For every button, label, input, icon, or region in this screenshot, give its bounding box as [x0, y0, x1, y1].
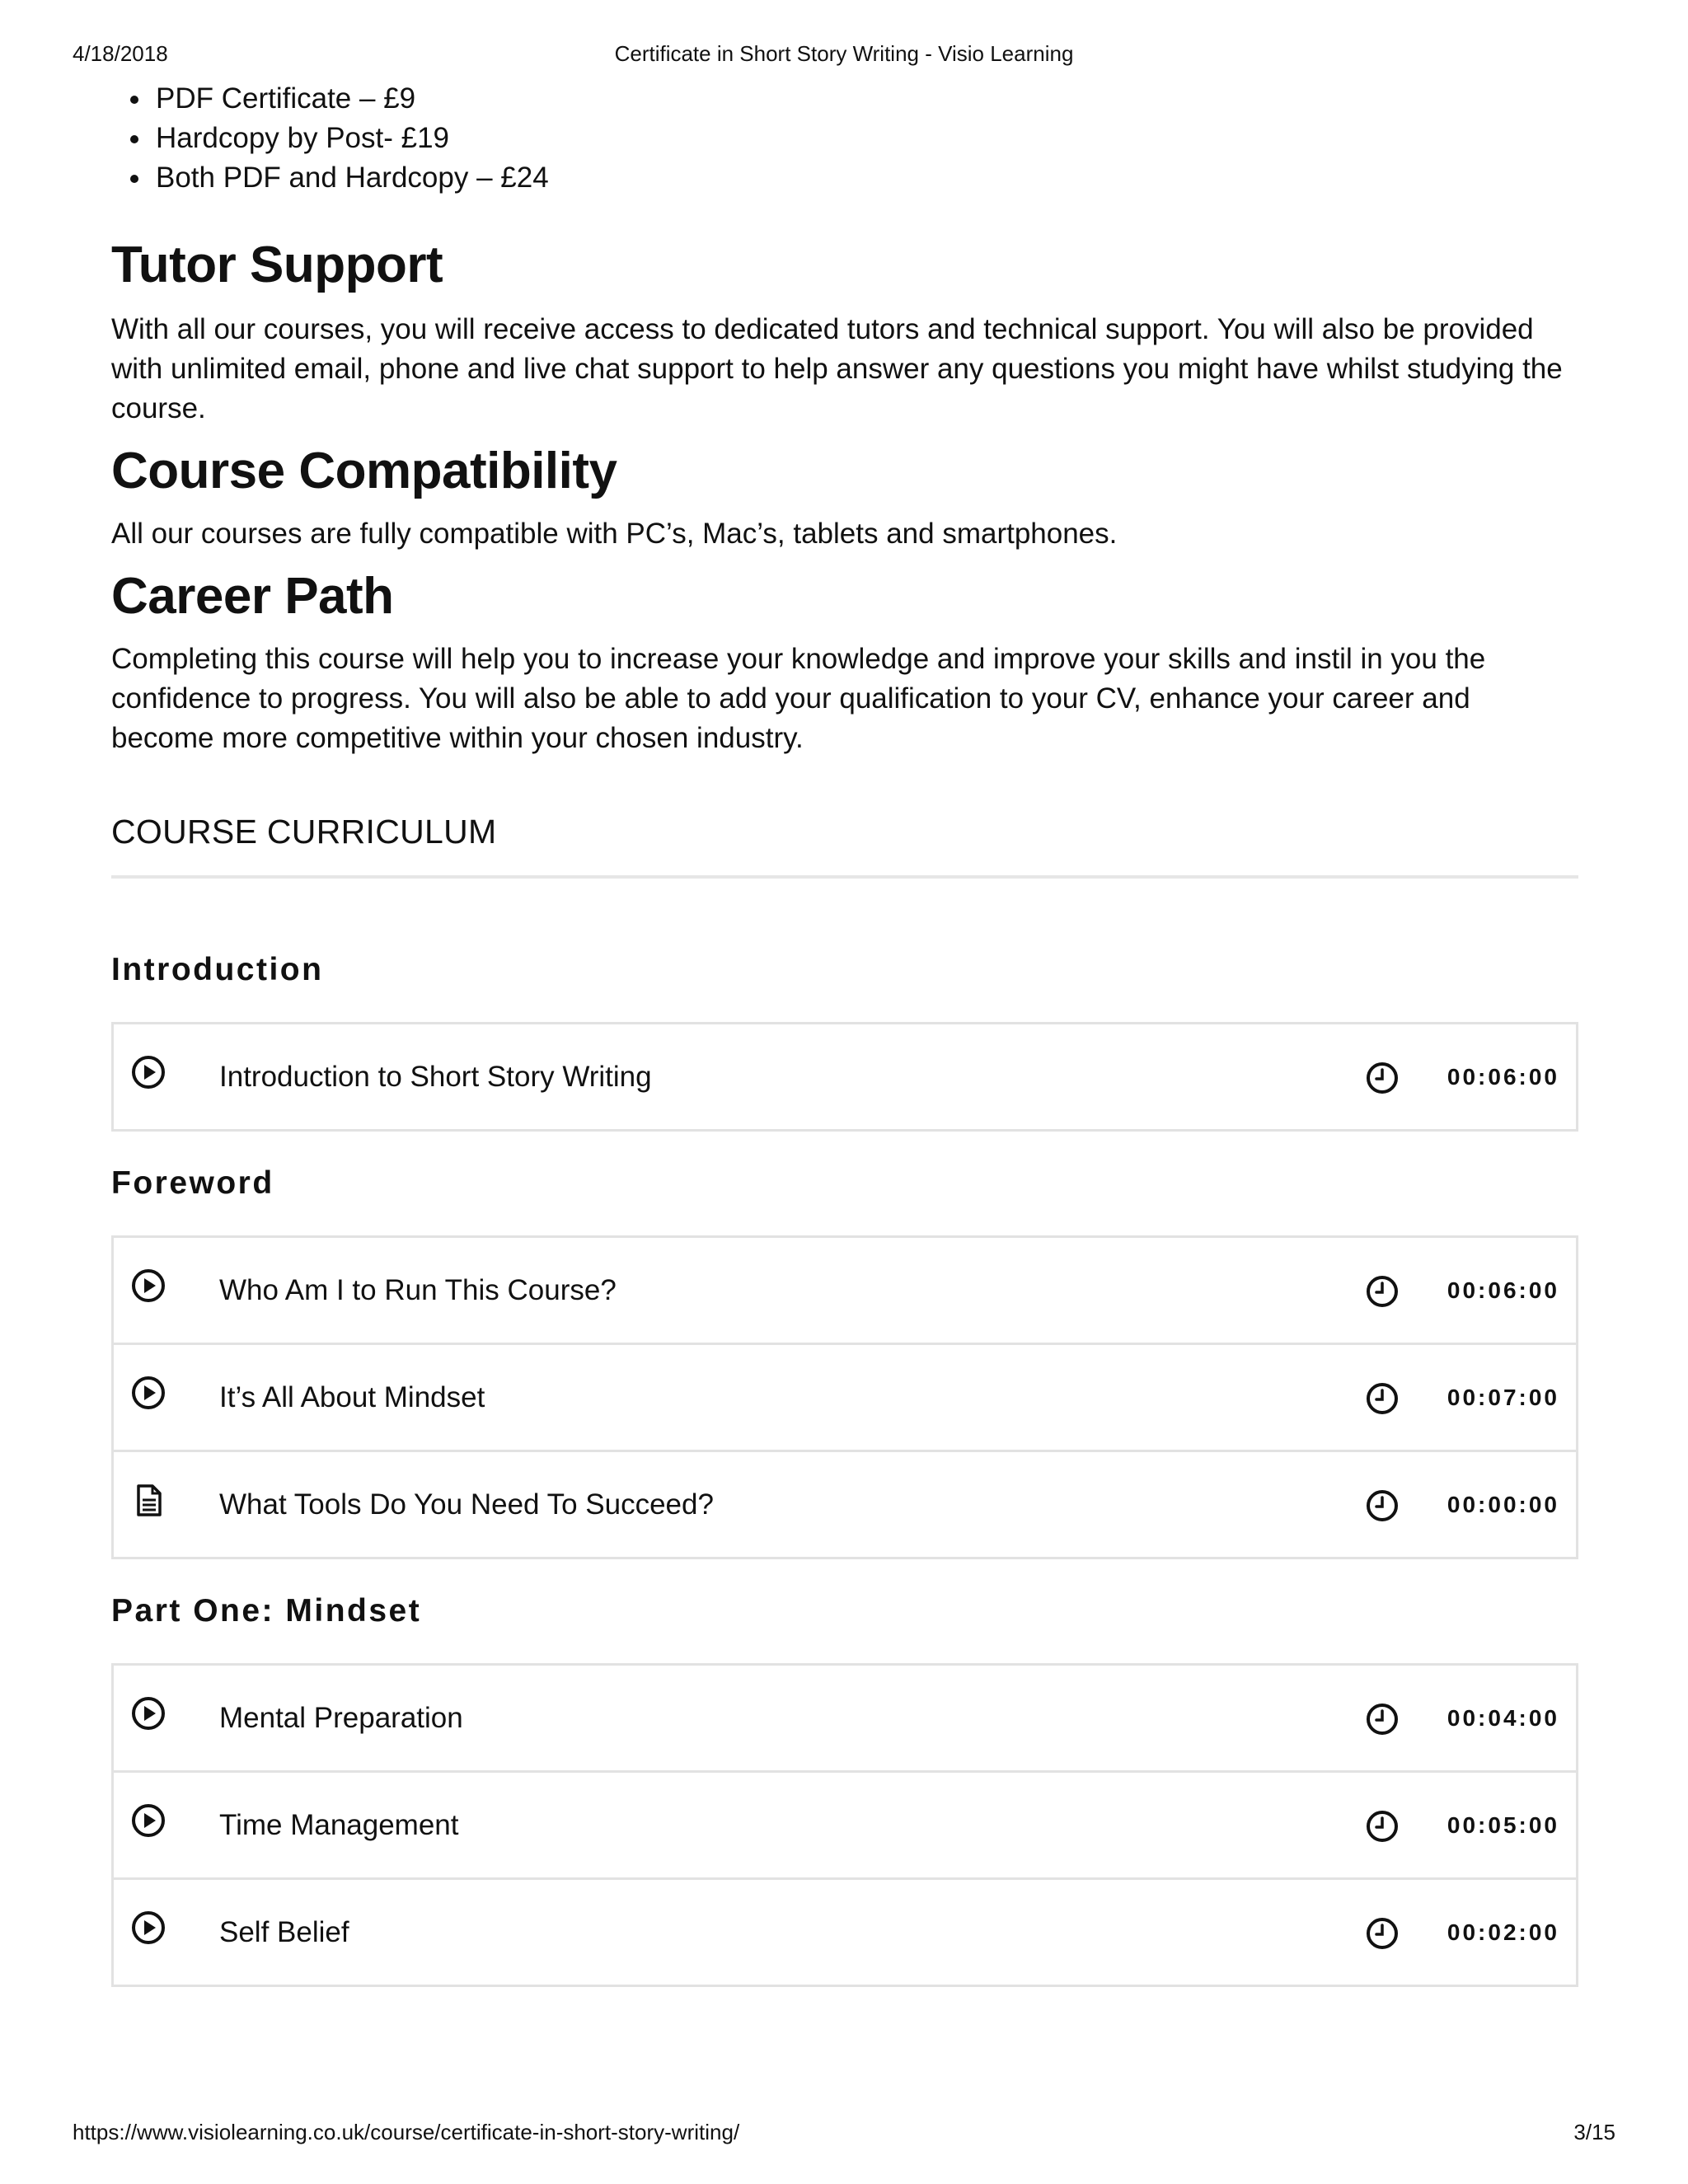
print-header	[73, 41, 1615, 69]
curriculum-unit-row[interactable]	[114, 1666, 1576, 1773]
print-footer	[73, 2120, 1615, 2148]
fee-item: • Hardcopy by Post- £19	[152, 119, 1578, 158]
curriculum-section-title: Introduction	[111, 952, 324, 987]
play-circle-icon	[130, 1910, 166, 1946]
document-icon	[130, 1482, 166, 1518]
curriculum-section-title: Part One: Mindset	[111, 1593, 422, 1629]
clock-icon	[1365, 1916, 1400, 1951]
unit-duration: 00:02:00	[1447, 1919, 1559, 1945]
clock-icon	[1365, 1488, 1400, 1523]
course-compatibility-text: All our courses are fully compatible with PC’s, Mac’s, tablets and smartphones.	[111, 518, 1118, 550]
play-circle-icon	[130, 1268, 166, 1304]
curriculum-unit-row[interactable]	[114, 1024, 1576, 1132]
unit-duration: 00:06:00	[1447, 1277, 1559, 1303]
unit-duration: 00:07:00	[1447, 1385, 1559, 1410]
unit-duration: 00:05:00	[1447, 1812, 1559, 1838]
clock-icon	[1365, 1809, 1400, 1844]
course-compatibility-heading: Course Compatibility	[111, 443, 617, 499]
curriculum-unit-row[interactable]	[114, 1452, 1576, 1559]
print-page-title: Certificate in Short Story Writing - Visio Learning	[614, 41, 1074, 66]
career-path-text: Completing this course will help you to increase your knowledge and improve your skills and instil in you the confidence to progress. You will also be able to add your qualification to your CV, enhance your career and become more competitive within your chosen industry.	[111, 643, 1486, 754]
curriculum-unit-row[interactable]	[114, 1880, 1576, 1987]
unit-duration: 00:06:00	[1447, 1064, 1559, 1090]
print-page-number: 3/15	[1573, 2120, 1615, 2144]
curriculum-unit-list	[111, 1663, 1578, 1987]
curriculum-sections	[111, 949, 1578, 1987]
clock-icon	[1365, 1381, 1400, 1416]
curriculum-unit-row[interactable]	[114, 1345, 1576, 1452]
unit-duration: 00:04:00	[1447, 1705, 1559, 1731]
play-circle-icon	[130, 1695, 166, 1732]
fee-item: • Both PDF and Hardcopy – £24	[152, 158, 1578, 198]
clock-icon	[1365, 1274, 1400, 1309]
unit-title-link[interactable]: Who Am I to Run This Course?	[219, 1274, 617, 1306]
unit-title-link[interactable]: Time Management	[219, 1809, 459, 1841]
print-url: https://www.visiolearning.co.uk/course/certificate-in-short-story-writing/	[73, 2120, 740, 2144]
unit-title-link[interactable]: Mental Preparation	[219, 1702, 463, 1734]
course-curriculum-title: COURSE CURRICULUM	[111, 813, 497, 851]
play-circle-icon	[130, 1802, 166, 1839]
print-date: 4/18/2018	[73, 41, 168, 66]
certificate-fee-list	[111, 79, 1578, 198]
unit-title-link[interactable]: What Tools Do You Need To Succeed?	[219, 1488, 714, 1521]
fee-item: • PDF Certificate – £9	[152, 79, 1578, 119]
page-content	[111, 79, 1578, 1987]
clock-icon	[1365, 1061, 1400, 1095]
curriculum-unit-row[interactable]	[114, 1773, 1576, 1880]
curriculum-unit-row[interactable]	[114, 1238, 1576, 1345]
curriculum-unit-list	[111, 1235, 1578, 1559]
tutor-support-text: With all our courses, you will receive access to dedicated tutors and technical support. You will also be provided with unlimited email, phone and live chat support to help answer any questions you might have whilst studying the course.	[111, 313, 1563, 424]
unit-title-link[interactable]: Self Belief	[219, 1916, 349, 1948]
tutor-support-heading: Tutor Support	[111, 237, 443, 293]
play-circle-icon	[130, 1054, 166, 1090]
career-path-heading: Career Path	[111, 568, 394, 625]
curriculum-unit-list	[111, 1022, 1578, 1132]
curriculum-section-title: Foreword	[111, 1165, 274, 1201]
unit-duration: 00:00:00	[1447, 1492, 1559, 1517]
clock-icon	[1365, 1702, 1400, 1736]
curriculum-divider	[111, 875, 1578, 879]
play-circle-icon	[130, 1375, 166, 1411]
unit-title-link[interactable]: Introduction to Short Story Writing	[219, 1061, 652, 1093]
unit-title-link[interactable]: It’s All About Mindset	[219, 1381, 485, 1413]
